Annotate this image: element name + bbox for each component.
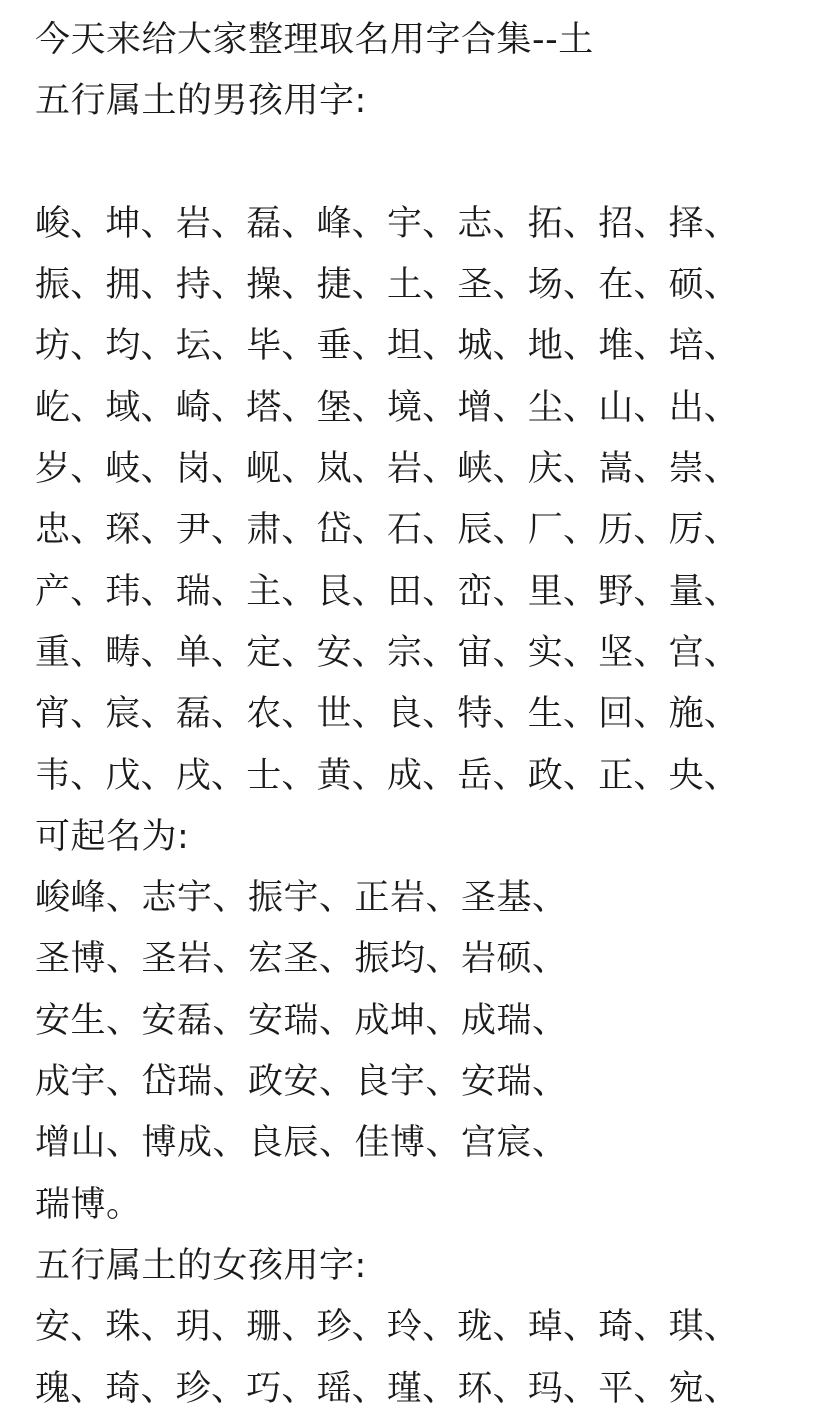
boys-char-row: 重、畴、单、定、安、宗、宙、实、坚、宫、 (35, 632, 740, 673)
girls-char-row: 安、珠、玥、珊、珍、玲、珑、琸、琦、琪、 (35, 1307, 740, 1348)
name-suggestion-row: 安生、安磊、安瑞、成坤、成瑞、 (35, 1000, 568, 1041)
document-title: 今天来给大家整理取名用字合集--土 (35, 20, 594, 60)
boys-char-row: 峻、坤、岩、磊、峰、宇、志、拓、招、择、 (35, 203, 740, 244)
girls-heading: 五行属土的女孩用字: (35, 1245, 367, 1286)
document-body (35, 10, 815, 1420)
name-suggestion-row: 成宇、岱瑞、政安、良宇、安瑞、 (35, 1062, 568, 1103)
girls-char-list (35, 1297, 815, 1420)
boys-char-row: 产、玮、瑞、主、艮、田、峦、里、野、量、 (35, 571, 740, 612)
boys-char-row: 屹、域、崎、塔、堡、境、增、尘、山、出、 (35, 387, 740, 428)
boys-char-row: 韦、戊、戌、士、黄、成、岳、政、正、央、 (35, 755, 740, 796)
boys-char-row: 振、拥、持、操、捷、土、圣、场、在、硕、 (35, 265, 740, 306)
name-suggestion-row: 瑞博。 (35, 1184, 142, 1225)
boys-heading: 五行属土的男孩用字: (35, 81, 367, 122)
boys-char-row: 坊、均、坛、毕、垂、坦、城、地、堆、培、 (35, 326, 740, 367)
blank-line (35, 133, 815, 194)
girls-char-row: 瑰、琦、珍、巧、瑶、瑾、环、玛、平、宛、 (35, 1368, 740, 1409)
boys-char-list (35, 194, 815, 807)
boys-char-row: 岁、岐、岗、岘、岚、岩、峡、庆、嵩、崇、 (35, 449, 740, 490)
name-suggestion-row: 峻峰、志宇、振宇、正岩、圣基、 (35, 878, 568, 919)
boys-char-row: 宵、宸、磊、农、世、良、特、生、回、施、 (35, 694, 740, 735)
name-suggestion-list (35, 868, 815, 1236)
names-heading: 可起名为: (35, 816, 190, 857)
boys-char-row: 忠、琛、尹、肃、岱、石、辰、厂、历、厉、 (35, 510, 740, 551)
name-suggestion-row: 圣博、圣岩、宏圣、振均、岩硕、 (35, 939, 568, 980)
name-suggestion-row: 增山、博成、良辰、佳博、宫宸、 (35, 1123, 568, 1164)
